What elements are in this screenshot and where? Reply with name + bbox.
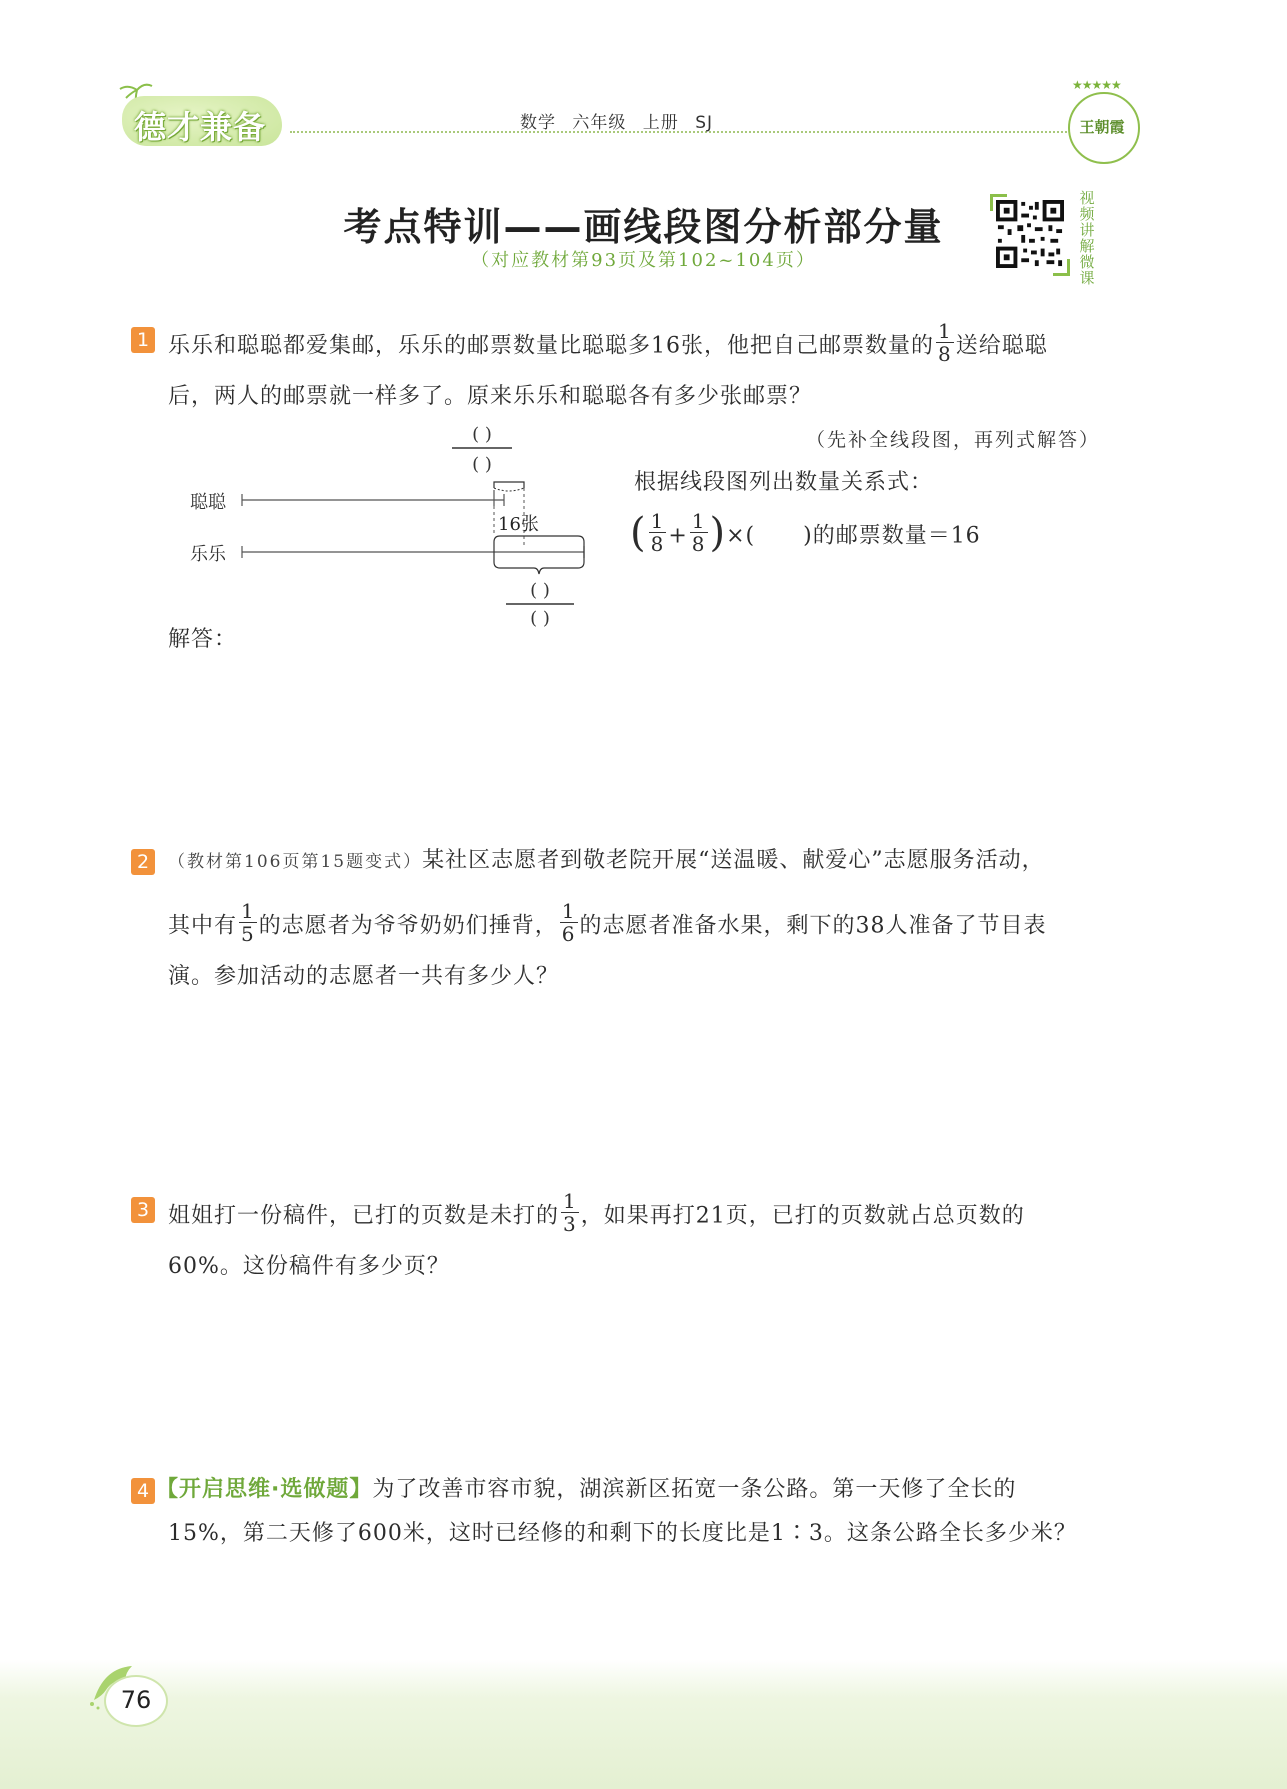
problem-4-line-2: 15%，第二天修了600米，这时已经修的和剩下的长度比是1∶3。这条公路全长多少米？: [168, 1521, 1077, 1546]
problem-1-text-b: 送给聪聪: [955, 333, 1048, 359]
label-lele: 乐乐: [190, 544, 226, 565]
problem-2-source: （教材第106页第15题变式）: [168, 852, 423, 872]
problem-3-line-2: 60%。这份稿件有多少页？: [168, 1254, 450, 1279]
label-16-sheets: 16张: [498, 514, 539, 535]
page-title: 考点特训——画线段图分析部分量: [343, 205, 944, 249]
seal-text: 王朝霞: [1079, 118, 1125, 136]
fraction-one-eighth: $\frac{1}{8}$: [938, 319, 952, 366]
page-number: 76: [104, 1675, 168, 1727]
brand-logo: [112, 80, 292, 152]
header-subject: 数学 六年级 上册 SJ: [520, 113, 714, 133]
problem-1-number: 1: [131, 327, 155, 353]
formula-tail: 的邮票数量＝16: [812, 523, 981, 549]
page-subtitle: （对应教材第93页及第102~104页）: [471, 250, 816, 271]
problem-2-line-1: （教材第106页第15题变式）某社区志愿者到敬老院开展“送温暖、献爱心”志愿服务活动，: [168, 848, 1045, 873]
problem-4-number: 4: [131, 1478, 155, 1504]
blank-numerator-bottom: ( ): [530, 580, 550, 601]
blank-denominator-top: ( ): [472, 454, 492, 475]
problem-4-tag: 【开启思维·选做题】: [156, 1477, 373, 1502]
footer-decoration: [0, 1660, 1287, 1789]
problem-2-line-2: 其中有 $\frac{1}{5}$ 的志愿者为爷爷奶奶们捶背， $\frac{1}{6}$ 的志愿者准备水果，剩下的38人准备了节目表: [168, 899, 1047, 946]
blank-denominator-bottom: ( ): [530, 608, 550, 628]
problem-3-line-1: 姐姐打一份稿件，已打的页数是未打的 $\frac{1}{3}$ ，如果再打21页，已打的页数就占总页数的: [168, 1189, 1025, 1236]
qr-code[interactable]: [990, 194, 1070, 276]
problem-1-line-2: 后，两人的邮票就一样多了。原来乐乐和聪聪各有多少张邮票？: [168, 384, 813, 409]
label-congcong: 聪聪: [190, 492, 226, 513]
problem-1-hint: （先补全线段图，再列式解答）: [806, 429, 1101, 451]
problem-2-number: 2: [131, 849, 155, 875]
blank-numerator-top: ( ): [472, 424, 492, 445]
relation-formula: ( $\frac{1}{8}$ + $\frac{1}{8}$ )×( )的邮票数量＝16: [630, 509, 981, 556]
problem-1-answer-label: 解答：: [168, 627, 238, 652]
problem-1-text-a: 乐乐和聪聪都爱集邮，乐乐的邮票数量比聪聪多16张，他把自己邮票数量的: [168, 333, 934, 359]
problem-3-number: 3: [131, 1197, 155, 1223]
logo-text: 德才兼备: [134, 108, 267, 146]
relation-label: 根据线段图列出数量关系式：: [634, 470, 934, 495]
fraction-one-fifth: $\frac{1}{5}$: [241, 899, 255, 946]
problem-4-line-1: 【开启思维·选做题】为了改善市容市貌，湖滨新区拓宽一条公路。第一天修了全长的: [156, 1477, 1017, 1502]
problem-1-line-1: [168, 319, 1048, 369]
author-seal: [1058, 78, 1146, 168]
line-segment-diagram: [180, 418, 600, 628]
qr-side-label: 视频讲解微课: [1079, 189, 1095, 287]
problem-2-line-3: 演。参加活动的志愿者一共有多少人？: [168, 964, 560, 989]
stars-icon: ★★★★★: [1072, 78, 1121, 92]
fraction-one-third: $\frac{1}{3}$: [563, 1189, 577, 1236]
fraction-one-sixth: $\frac{1}{6}$: [561, 899, 576, 946]
qr-code-icon: [996, 200, 1064, 268]
